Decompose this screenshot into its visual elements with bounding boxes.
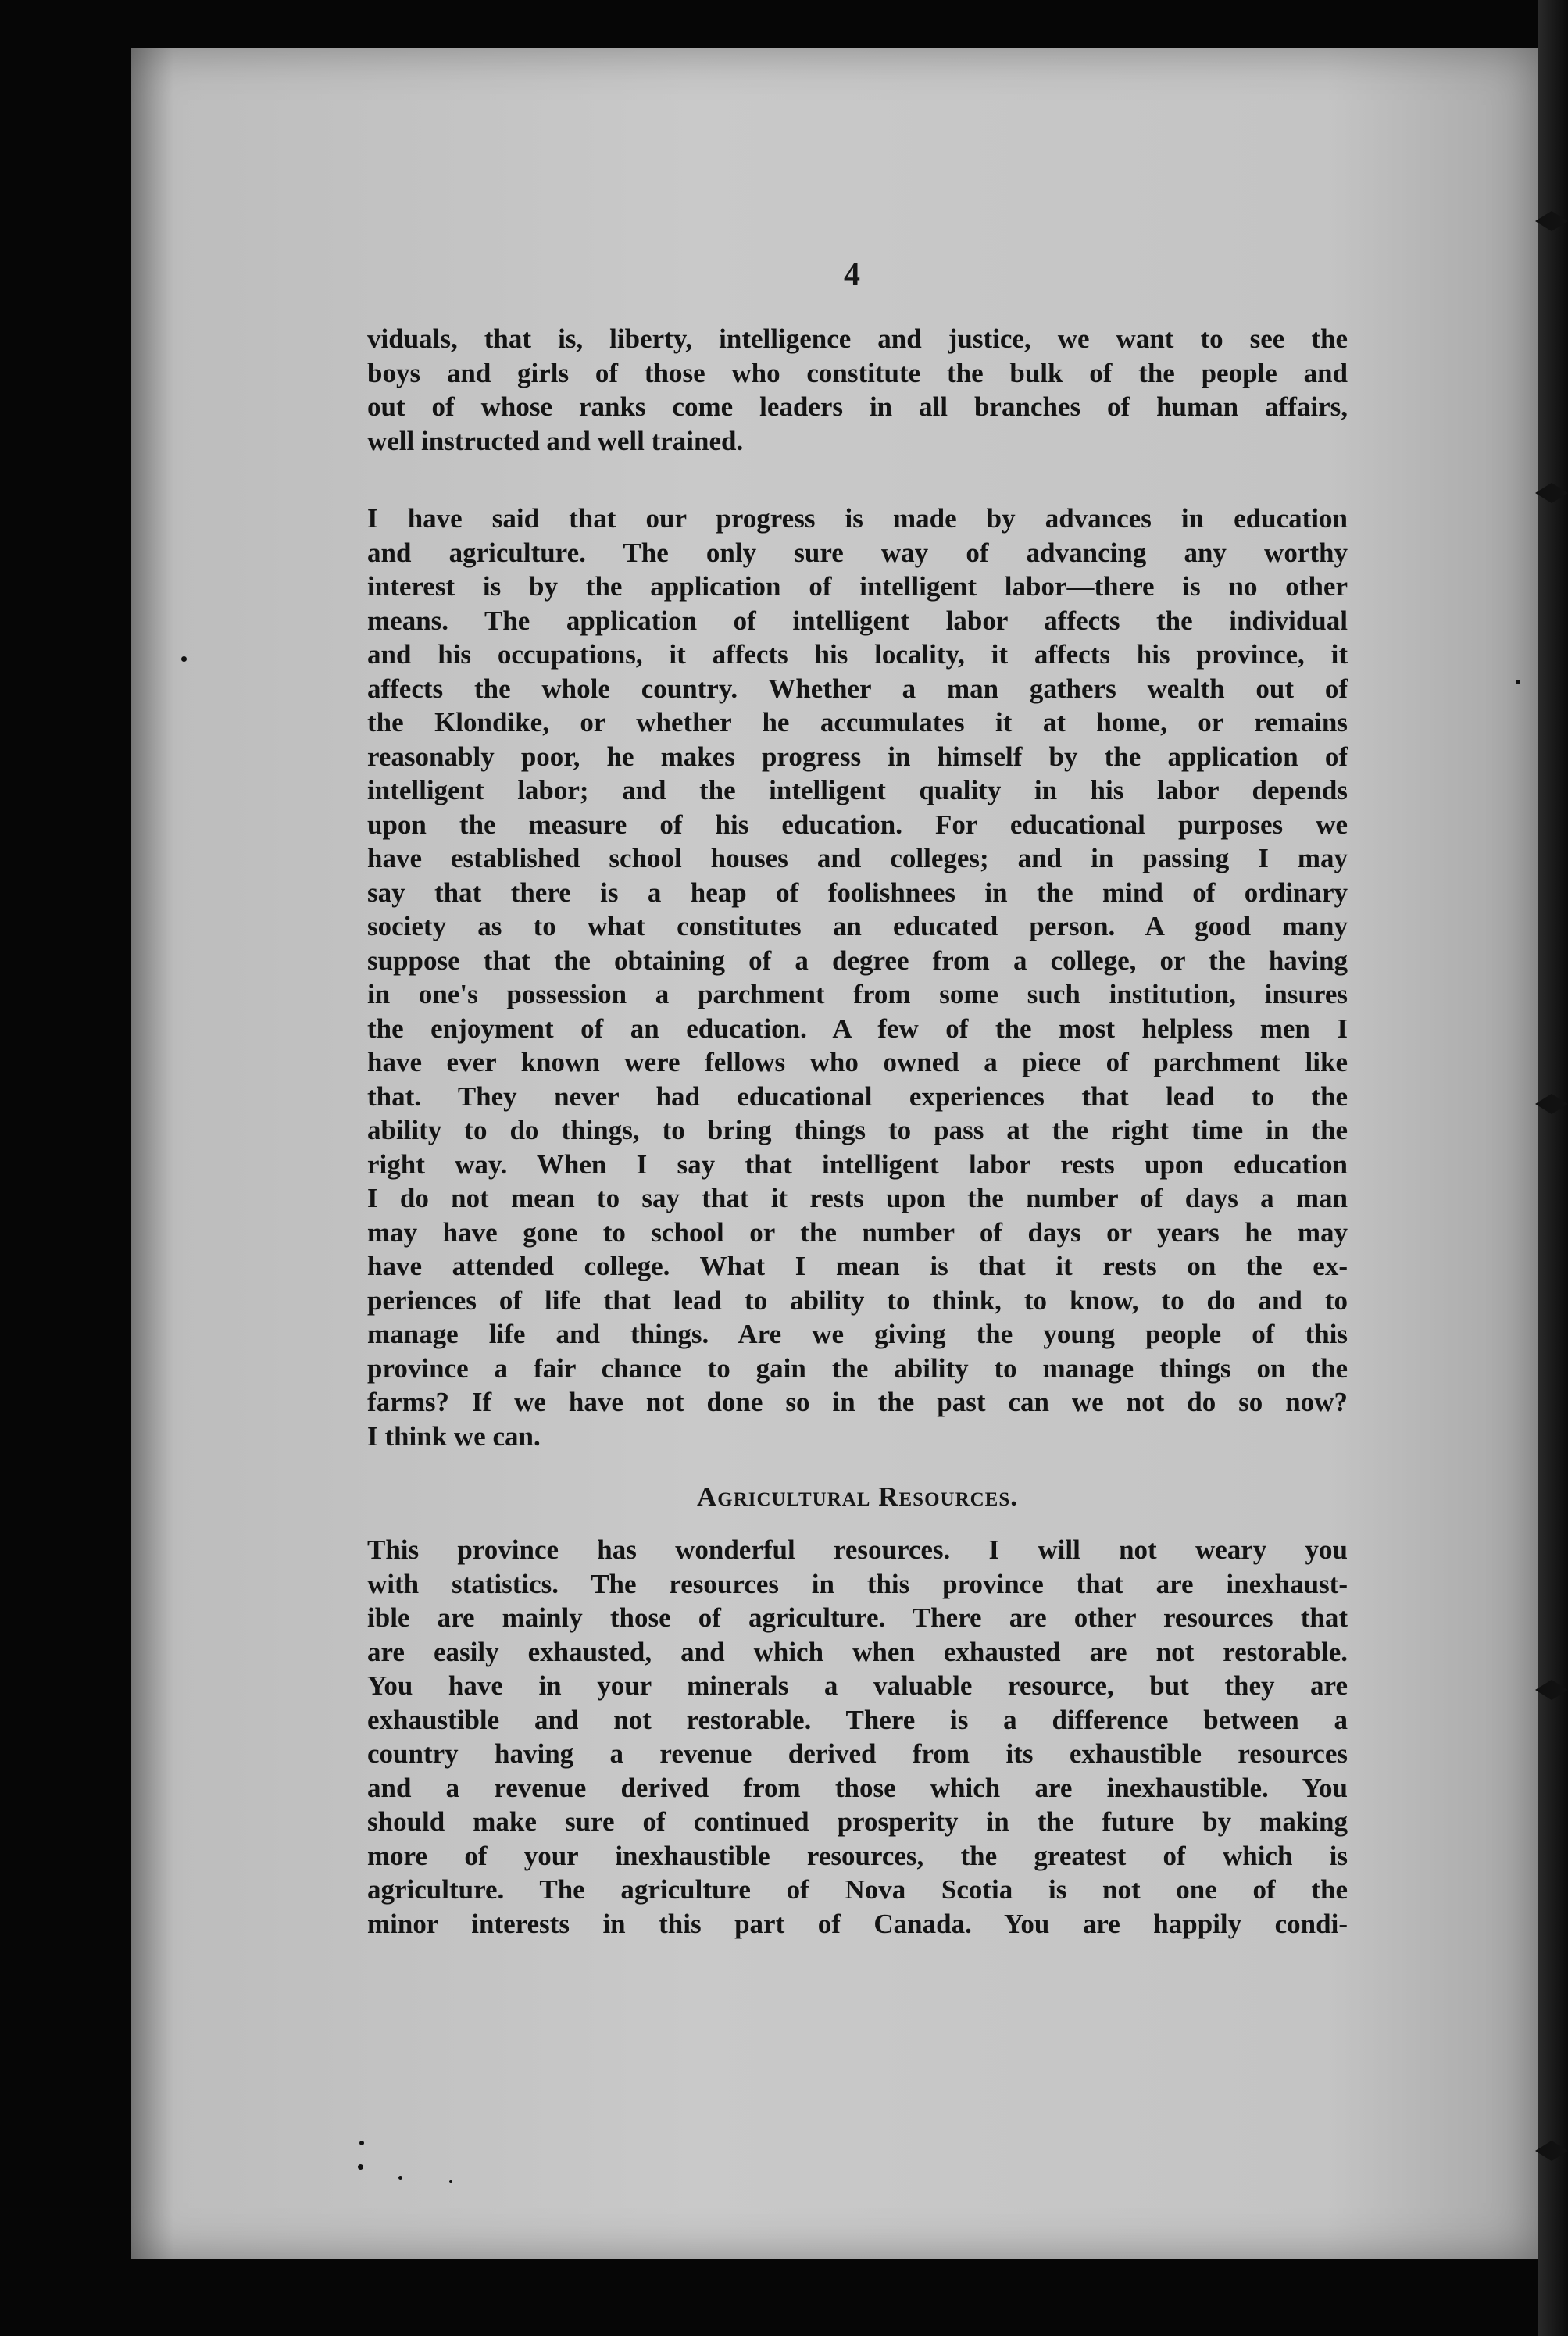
- text-line: may have gone to school or the number of days or years he may: [367, 1216, 1348, 1248]
- section-heading-text: Agricultural Resources.: [696, 1481, 1019, 1512]
- ink-speck: [449, 2180, 452, 2183]
- text-line: interest is by the application of intelligent labor—there is no other: [367, 571, 1348, 602]
- text-line: have ever known were fellows who owned a piece of parchment like: [367, 1047, 1348, 1077]
- text-line: This province has wonderful resources. I will not weary you: [367, 1534, 1348, 1565]
- binding-stitch-icon: [1535, 1680, 1568, 1700]
- section-heading: [367, 1481, 1348, 1513]
- text-line: reasonably poor, he makes progress in himself by the application of: [367, 741, 1348, 772]
- text-line: I think we can.: [367, 1420, 541, 1452]
- text-line: and agriculture. The only sure way of advancing any worthy: [367, 537, 1348, 568]
- text-line: province a fair chance to gain the ability to manage things on the: [367, 1352, 1348, 1384]
- text-line: manage life and things. Are we giving the young people of this: [367, 1319, 1348, 1349]
- text-line: say that there is a heap of foolishnees in the mind of ordinary: [367, 877, 1348, 908]
- text-line: the Klondike, or whether he accumulates it at home, or remains: [367, 707, 1348, 738]
- paragraph-1: [367, 322, 1348, 458]
- text-line: right way. When I say that intelligent labor rests upon education: [367, 1148, 1348, 1180]
- ink-speck: [181, 656, 187, 662]
- text-line: ability to do things, to bring things to pass at the right time in the: [367, 1115, 1348, 1145]
- text-line: periences of life that lead to ability to think, to know, to do and to: [367, 1284, 1348, 1316]
- paragraph-3: [367, 1533, 1348, 1941]
- text-line: upon the measure of his education. For educational purposes we: [367, 809, 1348, 840]
- text-line: ible are mainly those of agriculture. There are other resources that: [367, 1602, 1348, 1633]
- text-line: I have said that our progress is made by advances in education: [367, 503, 1348, 534]
- binding-stitch-icon: [1535, 483, 1568, 503]
- text-line: out of whose ranks come leaders in all branches of human affairs,: [367, 391, 1348, 422]
- text-line: I do not mean to say that it rests upon the number of days a man: [367, 1183, 1348, 1213]
- text-line: exhaustible and not restorable. There is a difference between a: [367, 1704, 1348, 1735]
- text-line: that. They never had educational experiences that lead to the: [367, 1080, 1348, 1112]
- text-line: with statistics. The resources in this province that are inexhaust-: [367, 1568, 1348, 1599]
- text-line: intelligent labor; and the intelligent quality in his labor depends: [367, 775, 1348, 805]
- binding-stitch-icon: [1535, 2141, 1568, 2161]
- text-line: suppose that the obtaining of a degree from a college, or the having: [367, 945, 1348, 976]
- text-line: should make sure of continued prosperity in the future by making: [367, 1806, 1348, 1837]
- ink-speck: [1516, 680, 1520, 684]
- text-line: You have in your minerals a valuable resource, but they are: [367, 1670, 1348, 1701]
- text-line: society as to what constitutes an educated person. A good many: [367, 911, 1348, 941]
- text-line: affects the whole country. Whether a man gathers wealth out of: [367, 673, 1348, 704]
- ink-speck: [358, 2164, 363, 2170]
- text-line: the enjoyment of an education. A few of the most helpless men I: [367, 1013, 1348, 1044]
- paragraph-2: [367, 502, 1348, 1453]
- text-line: farms? If we have not done so in the past can we not do so now?: [367, 1387, 1348, 1417]
- text-line: agriculture. The agriculture of Nova Scotia is not one of the: [367, 1874, 1348, 1905]
- text-line: more of your inexhaustible resources, the greatest of which is: [367, 1840, 1348, 1871]
- text-line: have established school houses and colleges; and in passing I may: [367, 843, 1348, 873]
- page-number: 4: [844, 257, 860, 293]
- ink-speck: [398, 2176, 402, 2180]
- text-line: minor interests in this part of Canada. You are happily condi-: [367, 1908, 1348, 1939]
- binding-stitch-icon: [1535, 1094, 1568, 1114]
- text-line: are easily exhausted, and which when exhausted are not restorable.: [367, 1636, 1348, 1667]
- text-line: means. The application of intelligent labor affects the individual: [367, 605, 1348, 636]
- text-line: boys and girls of those who constitute the bulk of the people and: [367, 357, 1348, 388]
- binding-edge: [1538, 0, 1568, 2336]
- text-line: well instructed and well trained.: [367, 425, 744, 456]
- text-line: in one's possession a parchment from some such institution, insures: [367, 979, 1348, 1009]
- text-line: country having a revenue derived from its exhaustible resources: [367, 1738, 1348, 1769]
- text-line: and a revenue derived from those which are inexhaustible. You: [367, 1772, 1348, 1803]
- text-line: and his occupations, it affects his locality, it affects his province, it: [367, 639, 1348, 670]
- text-line: viduals, that is, liberty, intelligence and justice, we want to see the: [367, 323, 1348, 354]
- ink-speck: [359, 2141, 364, 2145]
- binding-stitch-icon: [1535, 211, 1568, 231]
- text-line: have attended college. What I mean is that it rests on the ex-: [367, 1251, 1348, 1281]
